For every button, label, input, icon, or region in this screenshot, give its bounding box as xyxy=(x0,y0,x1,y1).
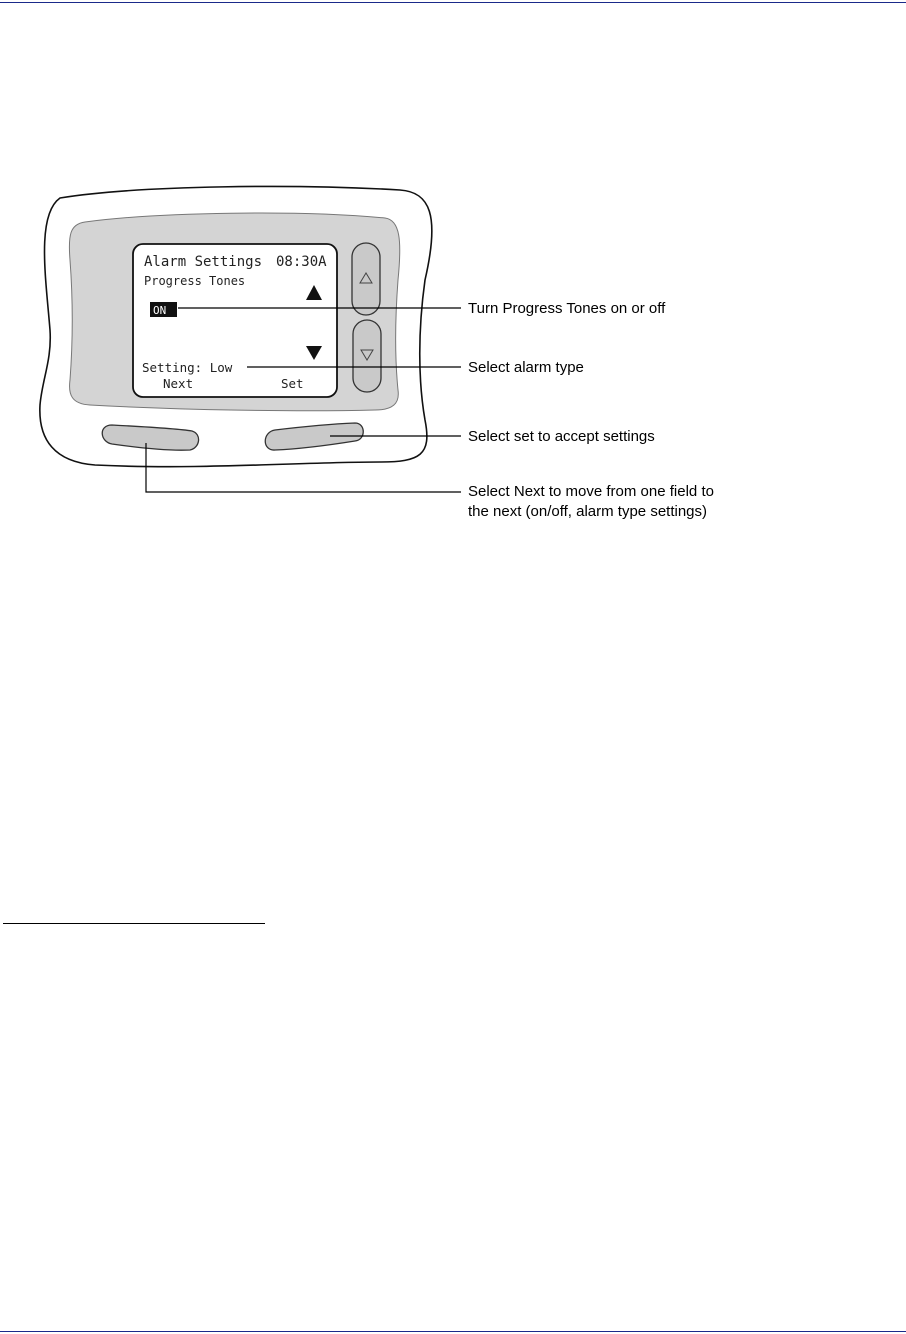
footer-rule xyxy=(0,1331,906,1332)
footnote-rule xyxy=(3,923,265,924)
callout-set: Select set to accept settings xyxy=(468,428,655,445)
setting-line: Setting: Low xyxy=(142,360,233,375)
toggle-value[interactable]: ON xyxy=(153,304,167,317)
callout-next-line1: Select Next to move from one field to xyxy=(468,483,714,500)
callout-alarm-type: Select alarm type xyxy=(468,359,584,376)
callout-progress-tones: Turn Progress Tones on or off xyxy=(468,300,666,317)
up-button[interactable] xyxy=(352,243,380,315)
callout-next-line2: the next (on/off, alarm type settings) xyxy=(468,503,708,520)
screen-title: Alarm Settings xyxy=(144,254,263,270)
screen-subtitle: Progress Tones xyxy=(144,274,246,288)
softkey-label-set: Set xyxy=(281,376,304,391)
screen-time: 08:30A xyxy=(276,254,327,270)
softkey-label-next: Next xyxy=(163,376,194,391)
down-button[interactable] xyxy=(353,320,381,392)
